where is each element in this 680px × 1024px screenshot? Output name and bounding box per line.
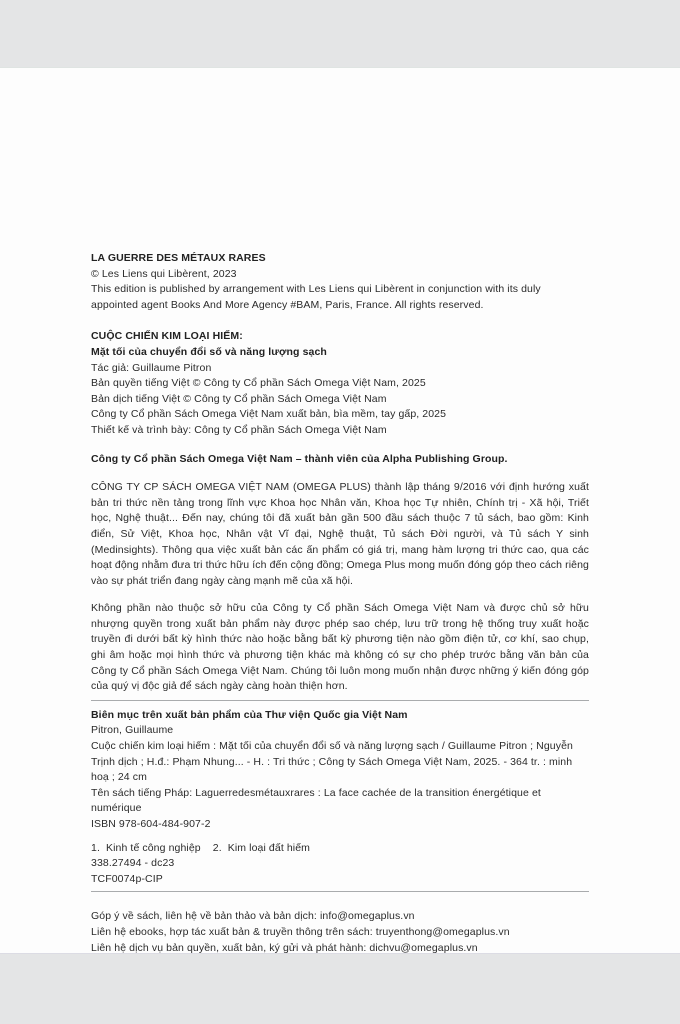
contact-services-line: Liên hệ dịch vụ bản quyền, xuất bản, ký gửi và phát hành: dichvu@omegaplus.vn bbox=[91, 941, 478, 954]
cip-heading: Biên mục trên xuất bản phẩm của Thư viện Quốc gia Việt Nam bbox=[91, 708, 408, 721]
vietnamese-title: CUỘC CHIẾN KIM LOẠI HIẾM: bbox=[91, 330, 243, 343]
cip-code: TCF0074p-CIP bbox=[91, 872, 163, 885]
arrangement-notice: This edition is published by arrangement with Les Liens qui Libèrent in conjunction with its duly appointed agent Books And More Agency #BAM, Paris, France. All rights reserved. bbox=[91, 283, 541, 311]
cip-description: Cuộc chiến kim loại hiếm : Mặt tối của chuyển đổi số và năng lượng sạch / Guillaume Pitron ; Nguyễn Trịnh dịch ; H.đ.: Phạm Nhung... - H. : Tri thức ; Công ty Sách Omega Việt Nam, 2025. - 364 tr. : minh hoạ ; 24 cm bbox=[91, 740, 573, 784]
subject-headings: 1. Kinh tế công nghiệp 2. Kim loại đất hiếm bbox=[91, 841, 311, 854]
cip-block bbox=[91, 708, 589, 833]
isbn-line: ISBN 978-604-484-907-2 bbox=[91, 818, 211, 830]
vietnamese-subtitle: Mặt tối của chuyển đổi số và năng lượng sạch bbox=[91, 345, 327, 358]
original-title: LA GUERRE DES MÉTAUX RARES bbox=[91, 252, 266, 264]
cip-french-title: Tên sách tiếng Pháp: Laguerredesmétauxrares : La face cachée de la transition énergétique et numérique bbox=[91, 786, 541, 815]
classification-block bbox=[91, 841, 589, 888]
book-copyright-page bbox=[0, 68, 680, 953]
membership-block bbox=[91, 452, 589, 468]
rights-paragraph: Không phần nào thuộc sở hữu của Công ty Cổ phần Sách Omega Việt Nam và được chủ sở hữu nhượng quyền trong xuất bản phẩm này được phép sao chép, lưu trữ trong hệ thống truy xuất hoặc truyền đi dưới bất kỳ hình thức nào hoặc bằng bất kỳ phương tiện nào gồm điện tử, cơ khí, sao chụp, ghi âm hoặc mọi hình thức và phương tiện khác mà không có sự cho phép trước bằng văn bản của Công ty Cổ phần Sách Omega Việt Nam. Chúng tôi luôn mong muốn nhận được những ý kiến đóng góp của quý vị độc giả để sách ngày càng hoàn thiện hơn. bbox=[91, 602, 589, 693]
ddc-number: 338.27494 - dc23 bbox=[91, 857, 175, 870]
vietnamese-edition-block bbox=[91, 329, 589, 438]
divider-top-cip bbox=[91, 700, 589, 701]
french-edition-block bbox=[91, 251, 589, 313]
design-line: Thiết kế và trình bày: Công ty Cổ phần Sách Omega Việt Nam bbox=[91, 423, 387, 436]
about-publisher-paragraph: CÔNG TY CP SÁCH OMEGA VIỆT NAM (OMEGA PLUS) thành lập tháng 9/2016 với định hướng xuất bản tri thức nền tảng trong lĩnh vực Khoa học Nhân văn, Khoa học Tự nhiên, Chính trị - Xã hội, Triết học, Nghệ thuật... Đến nay, chúng tôi đã xuất bản gần 500 đầu sách thuộc 7 tủ sách, bao gồm: Kinh điển, Sử Việt, Khoa học, Nhân vật Vĩ đại, Nghệ thuật, Tủ sách Đời người, và Tủ sách Y sinh (Medinsights). Thông qua việc xuất bản các ấn phẩm có giá trị, mang hàm lượng tri thức cao, qua các hoạt động nhằm đưa tri thức hữu ích đến cộng đồng; Omega Plus mong muốn đóng góp theo cách riêng vào sự phát triển đang ngày càng mạnh mẽ của xã hội. bbox=[91, 481, 589, 587]
contact-feedback-line: Góp ý về sách, liên hệ về bản thảo và bản dịch: info@omegaplus.vn bbox=[91, 910, 415, 923]
cip-author: Pitron, Guillaume bbox=[91, 724, 174, 737]
author-line: Tác giả: Guillaume Pitron bbox=[91, 361, 212, 374]
contact-ebooks-line: Liên hệ ebooks, hợp tác xuất bản & truyền thông trên sách: truyenthong@omegaplus.vn bbox=[91, 925, 510, 938]
colophon-content bbox=[91, 251, 589, 956]
translation-copyright-line: Bản dịch tiếng Việt © Công ty Cổ phần Sách Omega Việt Nam bbox=[91, 392, 387, 405]
original-copyright: © Les Liens qui Libèrent, 2023 bbox=[91, 267, 237, 280]
contact-block bbox=[91, 909, 589, 956]
divider-bottom-cip bbox=[91, 891, 589, 892]
vietnamese-copyright-line: Bản quyền tiếng Việt © Công ty Cổ phần Sách Omega Việt Nam, 2025 bbox=[91, 377, 426, 390]
membership-line: Công ty Cổ phần Sách Omega Việt Nam – thành viên của Alpha Publishing Group. bbox=[91, 452, 508, 465]
publishing-line: Công ty Cổ phần Sách Omega Việt Nam xuất bản, bìa mềm, tay gấp, 2025 bbox=[91, 408, 447, 421]
